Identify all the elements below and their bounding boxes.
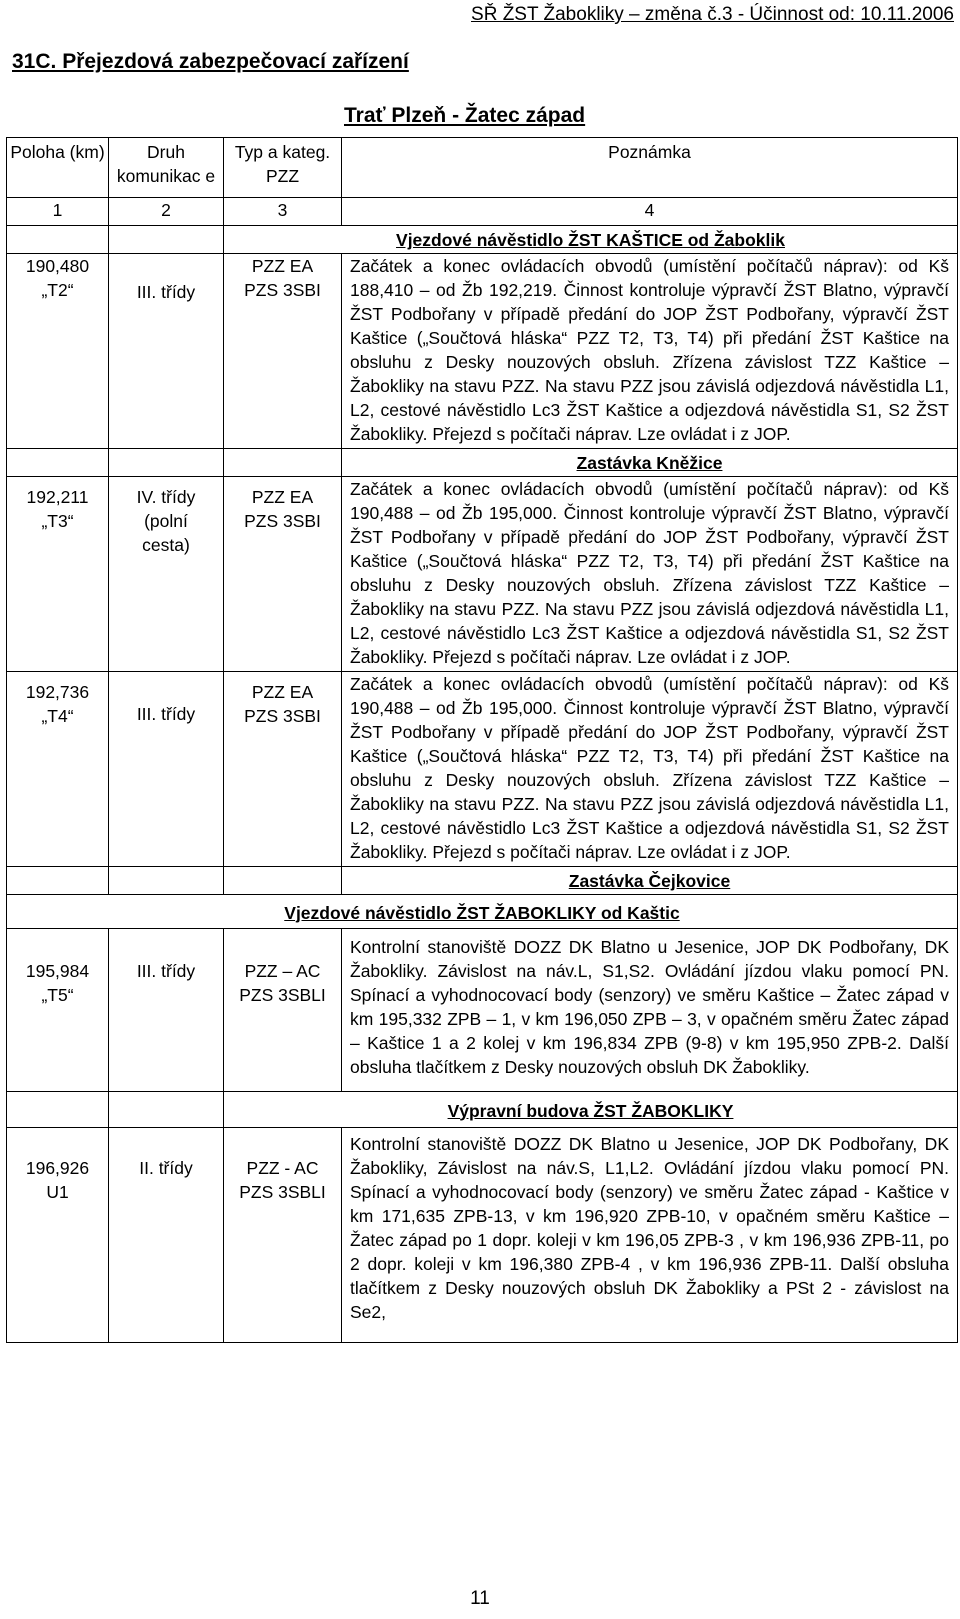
crossing-type-cell (224, 1128, 342, 1343)
blank-cell (7, 867, 109, 895)
note-cell: Kontrolní stanoviště DOZZ DK Blatno u Jesenice, JOP DK Podbořany, DK Žabokliky. Závislost na náv.L, S1,S2. Ovládání jízdou vlaku pomocí PN. Spínací a vyhodnocovací body (senzory) ve směru Kaštice – Žatec západ v km 195,332 ZPB – 1, v km 196,050 ZPB – 3, v opačném směru Žatec západ – Kaštice 1 a 2 kolej v km 196,834 ZPB (9-8) v km 195,950 ZPB-2. Další obsluha tlačítkem z Desky nouzových obsluh DK Žabokliky. (342, 929, 958, 1092)
crossing-type-primary: PZZ – AC (244, 961, 321, 981)
crossing-type-cell (224, 477, 342, 672)
position-cell (7, 672, 109, 867)
section-row (7, 1092, 958, 1128)
column-header-crossing-type: Typ a kateg. PZZ (224, 138, 342, 198)
section-row (7, 449, 958, 477)
crossing-code: „T4“ (41, 706, 74, 726)
note-cell: Kontrolní stanoviště DOZZ DK Blatno u Jesenice, JOP DK Podbořany, DK Žabokliky, Závislost na náv.S, L1,L2. Ovládání jízdou vlaku pomocí PN. Spínací a vyhodnocovací body (senzory) ve směru Žatec západ - Kaštice v km 171,635 ZPB-13, v km 196,920 ZPB-10, v opačném směru Kaštice – Žatec západ po 1 dopr. koleji v km 196,05 ZPB-3 , v km 196,936 ZPB-11, po 2 dopr. koleji v km 196,380 ZPB-4 , v km 196,936 ZPB-11. Další obsluha tlačítkem z Desky nouzových obsluh DK Žabokliky a PSt 2 - závislost na Se2, (342, 1128, 958, 1343)
road-type-detail: (polní cesta) (142, 511, 190, 555)
crossing-type-cell (224, 254, 342, 449)
column-number: 1 (7, 198, 109, 226)
track-title: Trať Plzeň - Žatec západ (344, 104, 586, 127)
crossing-type-primary: PZZ EA (251, 682, 314, 702)
road-type-cell (109, 672, 224, 867)
road-type-cell (109, 929, 224, 1092)
blank-cell (109, 449, 224, 477)
section-heading: Výpravní budova ŽST ŽABOKLIKY (224, 1092, 958, 1128)
section-heading: Vjezdové návěstidlo ŽST ŽABOKLIKY od Kaštic (7, 895, 958, 929)
crossing-type-secondary: PZS 3SBLI (239, 1182, 326, 1202)
column-number: 4 (342, 198, 958, 226)
section-heading: Vjezdové návěstidlo ŽST KAŠTICE od Žaboklik (224, 226, 958, 254)
crossing-type-secondary: PZS 3SBI (244, 511, 321, 531)
blank-cell (109, 867, 224, 895)
column-header-note: Poznámka (342, 138, 958, 198)
km-value: 196,926 (25, 1158, 90, 1178)
road-type: III. třídy (136, 961, 196, 981)
crossing-type-secondary: PZS 3SBI (244, 706, 321, 726)
crossing-type-cell (224, 672, 342, 867)
blank-cell (224, 449, 342, 477)
position-cell (7, 1128, 109, 1343)
table-row (7, 477, 958, 672)
position-cell (7, 929, 109, 1092)
km-value: 190,480 (25, 256, 90, 276)
km-value: 192,736 (25, 682, 90, 702)
column-header-road-type: Druh komunikac e (109, 138, 224, 198)
road-type: II. třídy (139, 1158, 193, 1178)
page-number: 11 (470, 1588, 490, 1609)
section-heading: Zastávka Kněžice (342, 449, 958, 477)
crossing-type-primary: PZZ EA (251, 256, 314, 276)
column-number: 2 (109, 198, 224, 226)
crossing-type-cell (224, 929, 342, 1092)
note-cell: Začátek a konec ovládacích obvodů (umístění počítačů náprav): od Kš 190,488 – od Žb 195,000. Činnost kontroluje výpravčí ŽST Blatno, výpravčí ŽST Podbořany v případě předání do JOP ŽST Podbořany, výpravčí ŽST Kaštice („Součtová hláska“ PZZ T2, T3, T4) při předání ŽST Kaštice na obsluhu z Desky nouzových obsluh. Zřízena závislost TZZ Kaštice – Žabokliky na stavu PZZ. Na stavu PZZ jsou závislá odjezdová návěstidla L1, L2, cestové návěstidlo Lc3 ŽST Kaštice a odjezdová návěstidla S1, S2 ŽST Žabokliky. Přejezd s počítači náprav. Lze ovládat i z JOP. (342, 672, 958, 867)
crossing-code: „T2“ (41, 280, 74, 300)
table-row (7, 672, 958, 867)
column-number-row (7, 198, 958, 226)
table-header-row (7, 138, 958, 198)
section-row (7, 867, 958, 895)
blank-cell (7, 1092, 109, 1128)
crossing-type-secondary: PZS 3SBLI (239, 985, 326, 1005)
position-cell (7, 477, 109, 672)
crossing-type-primary: PZZ EA (251, 487, 314, 507)
table-row (7, 1128, 958, 1343)
column-header-position: Poloha (km) (7, 138, 109, 198)
crossing-code: U1 (46, 1182, 69, 1202)
crossing-code: „T3“ (41, 511, 74, 531)
document-header-right: SŘ ŽST Žabokliky – změna č.3 - Účinnost od: 10.11.2006 (471, 4, 954, 25)
column-number: 3 (224, 198, 342, 226)
section-row (7, 226, 958, 254)
road-type-cell (109, 254, 224, 449)
position-cell (7, 254, 109, 449)
crossing-type-primary: PZZ - AC (246, 1158, 319, 1178)
crossing-type-secondary: PZS 3SBI (244, 280, 321, 300)
section-title: 31C. Přejezdová zabezpečovací zařízení (12, 50, 409, 73)
blank-cell (109, 226, 224, 254)
blank-cell (7, 226, 109, 254)
km-value: 195,984 (25, 961, 90, 981)
road-type-cell (109, 1128, 224, 1343)
section-row (7, 895, 958, 929)
road-type-cell (109, 477, 224, 672)
blank-cell (224, 867, 342, 895)
km-value: 192,211 (26, 487, 89, 507)
blank-cell (7, 449, 109, 477)
road-type: IV. třídy (136, 487, 196, 507)
crossing-code: „T5“ (41, 985, 74, 1005)
note-cell: Začátek a konec ovládacích obvodů (umístění počítačů náprav): od Kš 190,488 – od Žb 195,000. Činnost kontroluje výpravčí ŽST Blatno, výpravčí ŽST Podbořany v případě předání do JOP ŽST Podbořany, výpravčí ŽST Kaštice („Součtová hláska“ PZZ T2, T3, T4) při předání ŽST Kaštice na obsluhu z Desky nouzových obsluh. Zřízena závislost TZZ Kaštice – Žabokliky na stavu PZZ. Na stavu PZZ jsou závislá odjezdová návěstidla L1, L2, cestové návěstidlo Lc3 ŽST Kaštice a odjezdová návěstidla S1, S2 ŽST Žabokliky. Přejezd s počítači náprav. Lze ovládat i z JOP. (342, 477, 958, 672)
note-cell: Začátek a konec ovládacích obvodů (umístění počítačů náprav): od Kš 188,410 – od Žb 192,219. Činnost kontroluje výpravčí ŽST Blatno, výpravčí ŽST Podbořany v případě předání do JOP ŽST Podbořany, výpravčí ŽST Kaštice („Součtová hláska“ PZZ T2, T3, T4) při předání ŽST Kaštice na obsluhu z Desky nouzových obsluh. Zřízena závislost TZZ Kaštice – Žabokliky na stavu PZZ. Na stavu PZZ jsou závislá odjezdová návěstidla L1, L2, cestové návěstidlo Lc3 ŽST Kaštice a odjezdová návěstidla S1, S2 ŽST Žabokliky. Přejezd s počítači náprav. Lze ovládat i z JOP. (342, 254, 958, 449)
table-row (7, 929, 958, 1092)
road-type: III. třídy (136, 704, 196, 724)
section-heading: Zastávka Čejkovice (342, 867, 958, 895)
table-row (7, 254, 958, 449)
blank-cell (109, 1092, 224, 1128)
crossing-table (6, 137, 958, 1343)
road-type: III. třídy (136, 282, 196, 302)
